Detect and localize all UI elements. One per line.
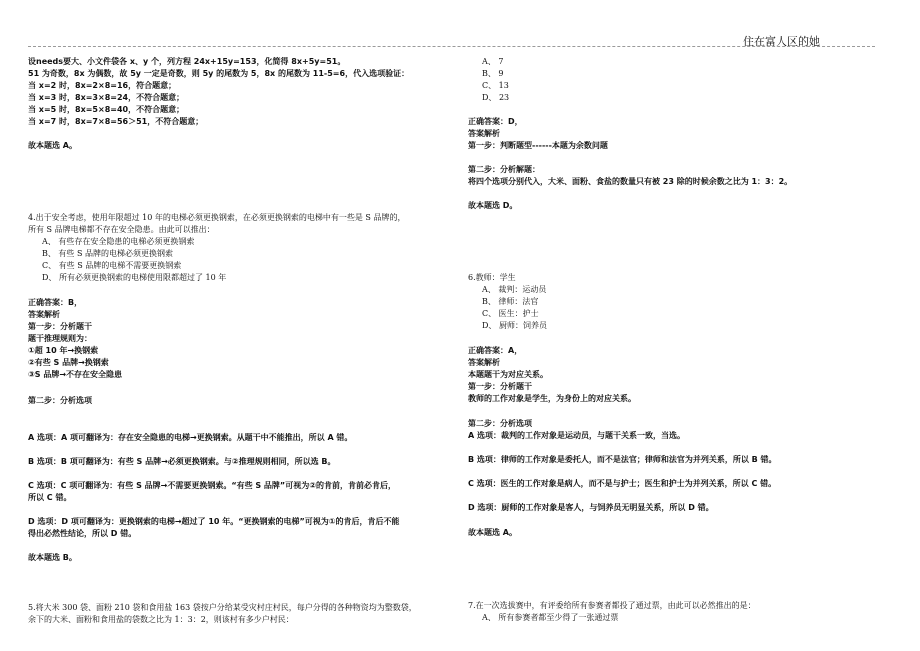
q3-solution-line: 51 为奇数，8x 为偶数，故 5y 一定是奇数，则 5y 的尾数为 5，8x 的尾数为 11-5=6，代入选项验证： — [28, 69, 410, 78]
q5-option-b: B、 9 — [482, 69, 504, 78]
page-header-title: 住在富人区的她 — [743, 35, 820, 48]
q6-option-a: A、 裁判：运动员 — [482, 285, 547, 294]
q4-conclusion: 故本题选 B。 — [28, 553, 77, 562]
q3-solution-line: 当 x=5 时，8x=5×8=40，不符合题意； — [28, 105, 185, 114]
q6-step2: 第二步：分析选项 — [468, 419, 532, 428]
q4-analysis-title: 答案解析 — [28, 310, 60, 319]
q5-option-a: A、 7 — [482, 57, 504, 66]
q7-stem: 7.在一次选拔赛中，有评委给所有参赛者都投了通过票，由此可以必然推出的是： — [468, 601, 756, 610]
q4-option-a: A、 有些存在安全隐患的电梯必须更换钢索 — [42, 237, 195, 246]
q6-question — [468, 272, 898, 332]
q4-option-b: B、 有些 S 品牌的电梯必须更换钢索 — [42, 249, 173, 258]
q3-conclusion: 故本题选 A。 — [28, 141, 77, 150]
q6-intro: 本题题干为对应关系。 — [468, 370, 548, 379]
q6-answer: 正确答案：A， — [468, 346, 523, 355]
q6-analysis-title: 答案解析 — [468, 358, 500, 367]
q7-question — [468, 600, 898, 624]
q5-question — [28, 602, 448, 626]
q5-step1: 第一步：判断题型------本题为余数问题 — [468, 141, 608, 150]
q4-option-c: C、 有些 S 品牌的电梯不需要更换钢索 — [42, 261, 182, 270]
header-divider — [28, 46, 875, 47]
q5-answer: 正确答案：D， — [468, 117, 523, 126]
q5-step2-text: 将四个选项分别代入，大米、面粉、食盐的数量只有被 23 除的时候余数之比为 1：3：2。 — [468, 177, 793, 186]
q6-step1: 第一步：分析题干 — [468, 382, 532, 391]
q6-analysis-c: C 选项：医生的工作对象是病人，而不是与护士；医生和护士为并列关系，所以 C 错。 — [468, 479, 777, 488]
q3-solution-line: 当 x=7 时，8x=7×8=56＞51，不符合题意； — [28, 117, 204, 126]
q4-question — [28, 212, 448, 284]
q4-stem-line: 所有 S 品牌电梯都不存在安全隐患。由此可以推出： — [28, 225, 215, 234]
q4-analysis-d-cont: 得出必然性结论，所以 D 错。 — [28, 529, 137, 538]
q6-answer-block — [468, 345, 898, 405]
q5-stem-line: 余下的大米、面粉和食用盐的袋数之比为 1：3：2，则该村有多少户村民： — [28, 615, 294, 624]
q5-analysis-title: 答案解析 — [468, 129, 500, 138]
q6-option-b: B、 律师：法官 — [482, 297, 539, 306]
q4-stem-line: 4.出于安全考虑，使用年限超过 10 年的电梯必须更换钢索，在必须更换钢索的电梯中有一些是 S 品牌的， — [28, 213, 406, 222]
q5-answer-block — [468, 116, 898, 152]
q4-analysis-d: D 选项：D 项可翻译为：更换钢索的电梯→超过了 10 年。“更换钢索的电梯”可视为①的肯后，肯后不能 — [28, 517, 400, 526]
q4-analysis-a: A 选项：A 项可翻译为：存在安全隐患的电梯→更换钢索。从题干中不能推出，所以 A 错。 — [28, 433, 353, 442]
q6-analysis-d: D 选项：厨师的工作对象是客人，与饲养员无明显关系，所以 D 错。 — [468, 503, 714, 512]
q5-step2: 第二步：分析解题： — [468, 165, 540, 174]
q4-rule: ①超 10 年→换钢索 — [28, 346, 99, 355]
q6-step1-text: 教师的工作对象是学生，为身份上的对应关系。 — [468, 394, 636, 403]
q3-solution-line: 当 x=2 时，8x=2×8=16，符合题意； — [28, 81, 177, 90]
q3-solution-line: 设needs要大、小文件袋各 x、y 个，列方程 24x+15y=153，化简得 8x+5y=51。 — [28, 57, 346, 66]
q5-option-d: D、 23 — [482, 93, 510, 102]
q4-step1: 第一步：分析题干 — [28, 322, 92, 331]
q6-option-d: D、 厨师：饲养员 — [482, 321, 547, 330]
q6-conclusion: 故本题选 A。 — [468, 528, 517, 537]
q3-solution-block — [28, 56, 448, 128]
q7-option-a: A、 所有参赛者都至少得了一张通过票 — [482, 613, 619, 622]
q4-rule: ②有些 S 品牌→换钢索 — [28, 358, 109, 367]
q4-answer-block — [28, 297, 448, 381]
q6-analysis-a: A 选项：裁判的工作对象是运动员，与题干关系一致，当选。 — [468, 431, 685, 440]
q5-stem-line: 5.将大米 300 袋、面粉 210 袋和食用盐 163 袋按户分给某受灾村庄村民，每户分得的各种物资均为整数袋， — [28, 603, 417, 612]
q4-step1-sub: 题干推理规则为： — [28, 334, 92, 343]
q4-step2: 第二步：分析选项 — [28, 396, 92, 405]
q6-option-c: C、 医生：护士 — [482, 309, 539, 318]
q5-option-c: C、 13 — [482, 81, 509, 90]
q4-rule: ③S 品牌→不存在安全隐患 — [28, 370, 123, 379]
q5-options — [468, 56, 898, 104]
q4-option-d: D、 所有必须更换钢索的电梯使用限都超过了 10 年 — [42, 273, 227, 282]
q4-analysis-c: C 选项：C 项可翻译为：有些 S 品牌→不需要更换钢索。“有些 S 品牌”可视为②的肯前，肯前必肯后， — [28, 481, 396, 490]
q5-conclusion: 故本题选 D。 — [468, 201, 518, 210]
q3-solution-line: 当 x=3 时，8x=3×8=24，不符合题意； — [28, 93, 185, 102]
q4-answer: 正确答案：B， — [28, 298, 83, 307]
q6-analysis-b: B 选项：律师的工作对象是委托人，而不是法官；律师和法官为并列关系，所以 B 错。 — [468, 455, 777, 464]
q4-analysis-b: B 选项：B 项可翻译为：有些 S 品牌→必须更换钢索。与②推理规则相同，所以选 B。 — [28, 457, 336, 466]
q6-stem: 6.教师：学生 — [468, 273, 516, 282]
q4-analysis-c-cont: 所以 C 错。 — [28, 493, 72, 502]
